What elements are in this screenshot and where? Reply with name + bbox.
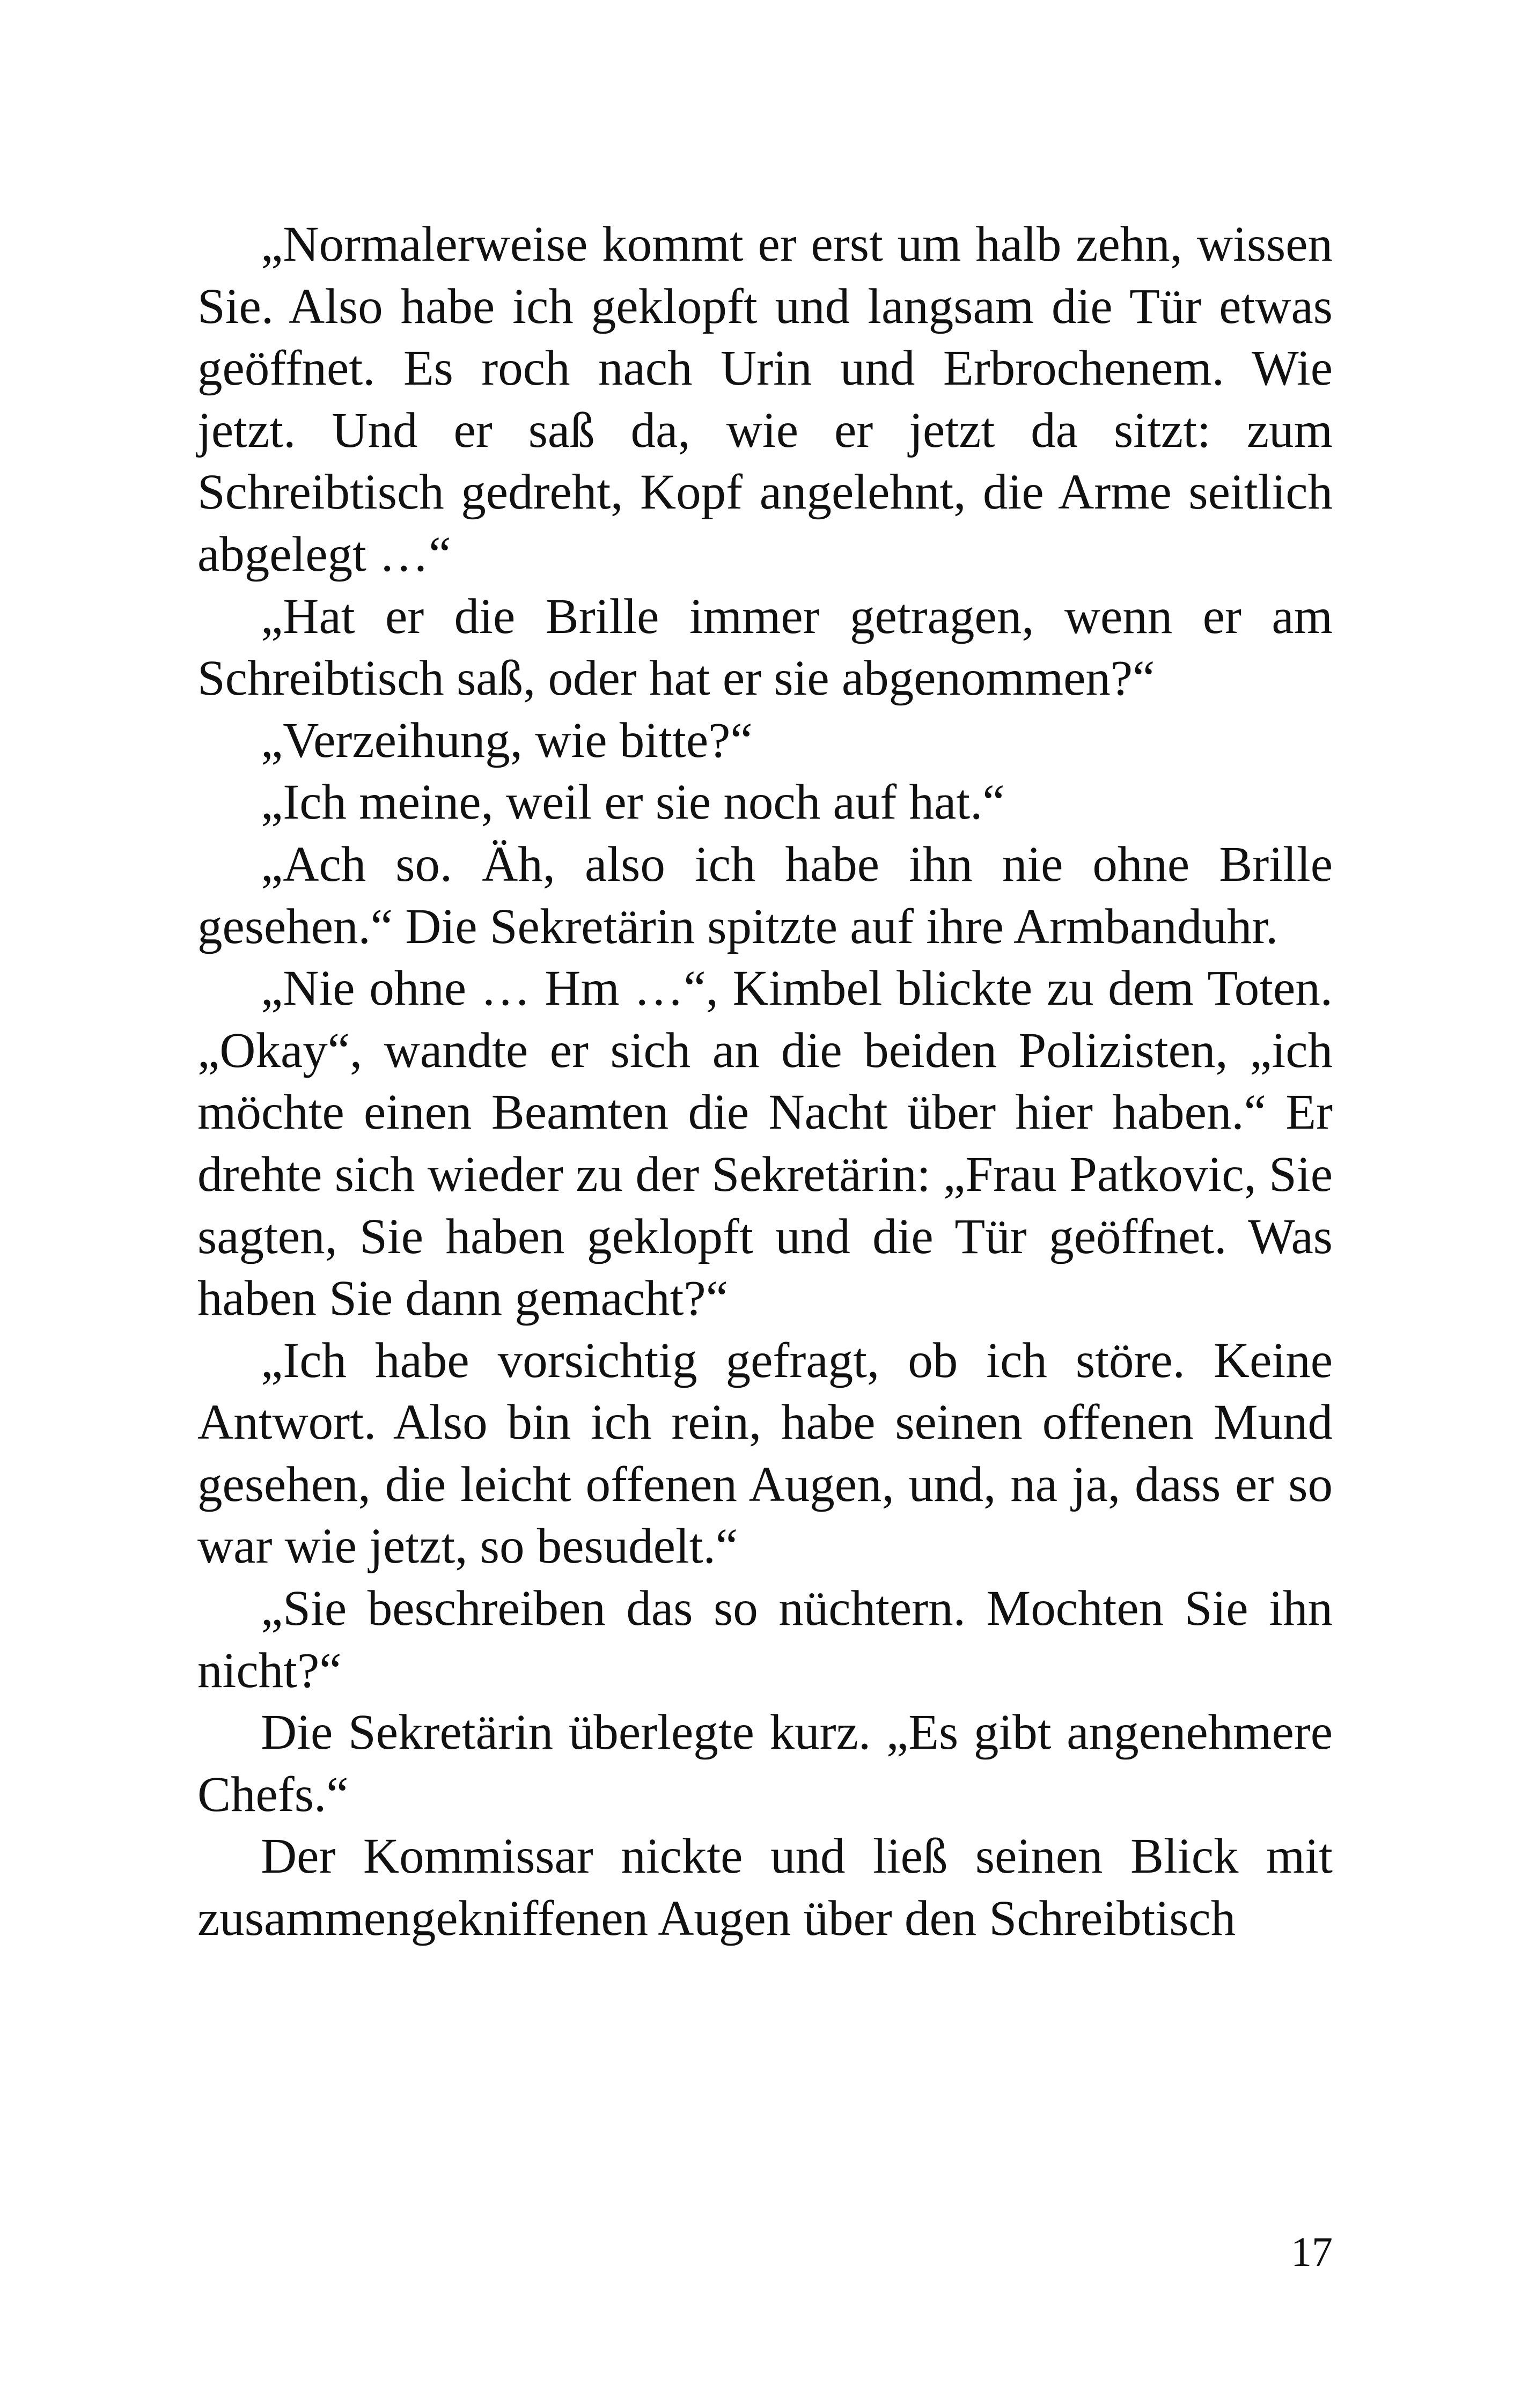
body-text: [197, 213, 1333, 1950]
paragraph: „Sie beschreiben das so nüchtern. Mochten Sie ihn nicht?“: [197, 1581, 1333, 1698]
paragraph: „Verzeihung, wie bitte?“: [261, 712, 753, 768]
paragraph: „Ach so. Äh, also ich habe ihn nie ohne Brille gesehen.“ Die Sekretärin spitzte auf ihre Armbanduhr.: [197, 836, 1333, 954]
paragraph: „Normalerweise kommt er erst um halb zehn, wissen Sie. Also habe ich geklopft und langsam die Tür etwas geöffnet. Es roch nach Urin und Erbrochenem. Wie jetzt. Und er saß da, wie er jetzt da sitzt: zum Schreibtisch gedreht, Kopf angelehnt, die Arme seitlich abgelegt …“: [197, 217, 1333, 582]
paragraph: Die Sekretärin überlegte kurz. „Es gibt angenehmere Chefs.“: [197, 1705, 1333, 1822]
page-number: 17: [1291, 2228, 1333, 2275]
paragraph: „Nie ohne … Hm …“, Kimbel blickte zu dem Toten. „Okay“, wandte er sich an die beiden Polizisten, „ich möchte einen Beamten die Nacht über hier haben.“ Er drehte sich wieder zu der Sekretärin: „Frau Patkovic, Sie sagten, Sie haben geklopft und die Tür geöffnet. Was haben Sie dann gemacht?“: [197, 961, 1333, 1327]
paragraph: „Ich habe vorsichtig gefragt, ob ich störe. Keine Antwort. Also bin ich rein, habe seinen offenen Mund gesehen, die leicht offenen Augen, und, na ja, dass er so war wie jetzt, so besudelt.“: [197, 1332, 1333, 1574]
paragraph: „Ich meine, weil er sie noch auf hat.“: [261, 775, 1005, 830]
paragraph: „Hat er die Brille immer getragen, wenn er am Schreibtisch saß, oder hat er sie abgenommen?“: [197, 588, 1333, 706]
paragraph: Der Kommissar nickte und ließ seinen Blick mit zusammengekniffenen Augen über den Schreibtisch: [197, 1829, 1333, 1947]
